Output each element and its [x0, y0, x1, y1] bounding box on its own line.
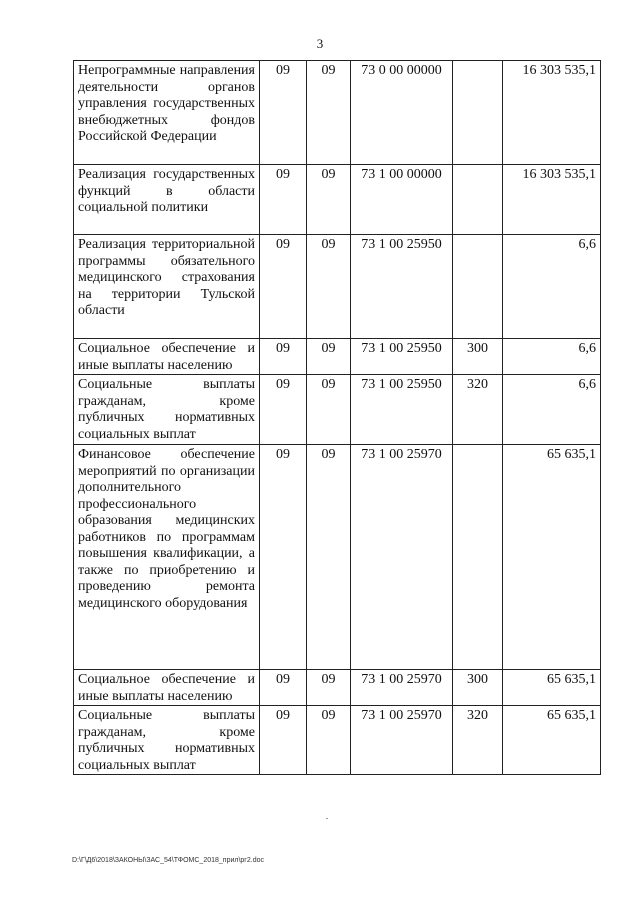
footer-file-path: D:\Г\Д6\2018\ЗАКОНЫ\ЗАС_54\ТФОМС_2018_прил\рг2.doc	[72, 857, 264, 864]
row-expense-type	[453, 445, 503, 670]
row-section: 09	[260, 375, 307, 445]
row-name: Непрограммные направления деятельности органов управления государственных внебюджетных фондов Российской Федерации	[74, 61, 260, 165]
row-target-article: 73 0 00 00000	[351, 61, 453, 165]
table-row	[74, 706, 601, 775]
row-section: 09	[260, 165, 307, 235]
table-row	[74, 165, 601, 235]
row-subsection: 09	[307, 339, 351, 375]
row-name: Социальные выплаты гражданам, кроме публичных нормативных социальных выплат	[74, 375, 260, 445]
row-target-article: 73 1 00 25970	[351, 670, 453, 706]
row-amount: 16 303 535,1	[503, 61, 601, 165]
row-expense-type: 320	[453, 706, 503, 775]
row-name: Социальное обеспечение и иные выплаты населению	[74, 670, 260, 706]
row-section: 09	[260, 706, 307, 775]
row-target-article: 73 1 00 00000	[351, 165, 453, 235]
row-section: 09	[260, 670, 307, 706]
page-number: 3	[316, 36, 324, 51]
table-row	[74, 445, 601, 670]
row-subsection: 09	[307, 165, 351, 235]
row-subsection: 09	[307, 61, 351, 165]
row-name: Финансовое обеспечение мероприятий по организации дополнительного профессионального образования медицинских работников по программам повышения квалификации, а также по приобретению и проведению ремонта медицинского оборудования	[74, 445, 260, 670]
row-subsection: 09	[307, 375, 351, 445]
row-target-article: 73 1 00 25970	[351, 706, 453, 775]
row-name: Социальное обеспечение и иные выплаты населению	[74, 339, 260, 375]
row-amount: 16 303 535,1	[503, 165, 601, 235]
table-row	[74, 235, 601, 339]
row-amount: 6,6	[503, 235, 601, 339]
row-amount: 65 635,1	[503, 706, 601, 775]
budget-table	[73, 60, 601, 775]
row-expense-type: 300	[453, 339, 503, 375]
row-amount: 65 635,1	[503, 670, 601, 706]
row-amount: 65 635,1	[503, 445, 601, 670]
row-name: Социальные выплаты гражданам, кроме публичных нормативных социальных выплат	[74, 706, 260, 775]
row-expense-type: 300	[453, 670, 503, 706]
row-expense-type: 320	[453, 375, 503, 445]
table-row	[74, 339, 601, 375]
row-name: Реализация государственных функций в области социальной политики	[74, 165, 260, 235]
scan-dot	[326, 818, 328, 819]
row-amount: 6,6	[503, 375, 601, 445]
table-row	[74, 61, 601, 165]
row-subsection: 09	[307, 445, 351, 670]
row-target-article: 73 1 00 25970	[351, 445, 453, 670]
row-subsection: 09	[307, 706, 351, 775]
row-target-article: 73 1 00 25950	[351, 375, 453, 445]
row-expense-type	[453, 235, 503, 339]
row-target-article: 73 1 00 25950	[351, 339, 453, 375]
row-section: 09	[260, 445, 307, 670]
row-name: Реализация территориальной программы обязательного медицинского страхования на территории Тульской области	[74, 235, 260, 339]
row-section: 09	[260, 339, 307, 375]
row-expense-type	[453, 61, 503, 165]
table-row	[74, 375, 601, 445]
row-subsection: 09	[307, 235, 351, 339]
row-subsection: 09	[307, 670, 351, 706]
table-row	[74, 670, 601, 706]
row-section: 09	[260, 235, 307, 339]
row-amount: 6,6	[503, 339, 601, 375]
row-expense-type	[453, 165, 503, 235]
row-section: 09	[260, 61, 307, 165]
row-target-article: 73 1 00 25950	[351, 235, 453, 339]
